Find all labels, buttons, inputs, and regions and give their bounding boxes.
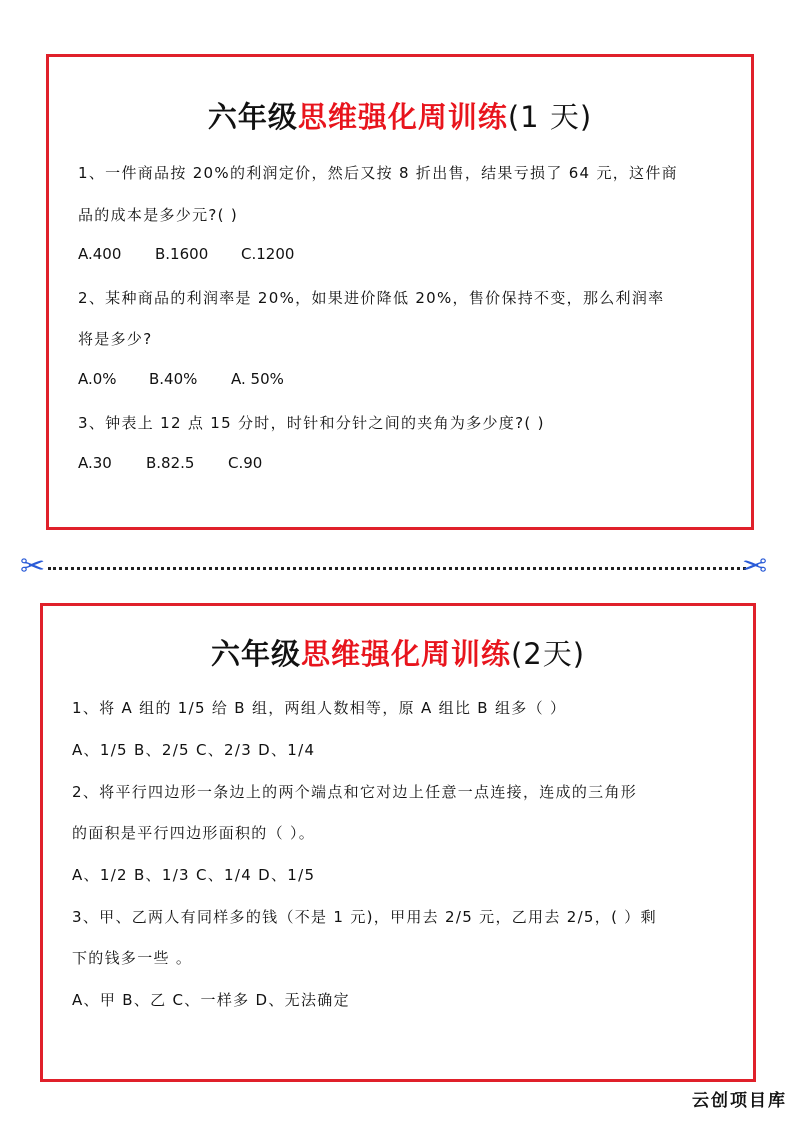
day1-q2-option-b: B.40% [149, 370, 198, 388]
day2-q3-options: A、甲 B、乙 C、一样多 D、无法确定 [72, 991, 350, 1009]
day2-q3-line1: 3、甲、乙两人有同样多的钱（不是 1 元)，甲用去 2/5 元，乙用去 2/5，( ）剩 [72, 908, 657, 926]
cut-line-divider [48, 567, 746, 570]
day1-q3-option-b: B.82.5 [146, 454, 195, 472]
day1-q1-options [78, 245, 294, 263]
day2-title-highlight: 思维强化周训练 [300, 637, 511, 671]
day2-q2-options: A、1/2 B、1/3 C、1/4 D、1/5 [72, 866, 316, 884]
day1-q1-option-b: B.1600 [155, 245, 209, 263]
day1-q1-line2: 品的成本是多少元?( ) [78, 206, 239, 224]
footer-watermark: 云创项目库 [692, 1091, 787, 1111]
day2-exercise-box [40, 603, 756, 1082]
day1-q3-line1: 3、钟表上 12 点 15 分时，时针和分针之间的夹角为多少度?( ) [78, 414, 545, 432]
day1-title-highlight: 思维强化周训练 [297, 100, 508, 134]
day1-q2-options [78, 370, 284, 388]
day2-q3-line2: 下的钱多一些 。 [72, 949, 193, 967]
day1-q3-option-c: C.90 [228, 454, 263, 472]
day2-q1-line1: 1、将 A 组的 1/5 给 B 组，两组人数相等，原 A 组比 B 组多（ ） [72, 699, 567, 717]
day2-q2-line1: 2、将平行四边形一条边上的两个端点和它对边上任意一点连接，连成的三角形 [72, 783, 638, 801]
day2-q2-line2: 的面积是平行四边形面积的（ ）。 [72, 824, 316, 842]
day2-q1-options: A、1/5 B、2/5 C、2/3 D、1/4 [72, 741, 316, 759]
day1-q2-option-c: A. 50% [231, 370, 284, 388]
scissors-icon: ✂ [20, 549, 46, 584]
day1-q2-line2: 将是多少? [78, 330, 153, 348]
day2-title-suffix: (2天) [510, 637, 586, 671]
day1-q3-option-a: A.30 [78, 454, 112, 472]
day1-title [49, 95, 751, 136]
day2-title-prefix: 六年级 [210, 637, 301, 671]
day1-q2-option-a: A.0% [78, 370, 117, 388]
day1-q1-option-c: C.1200 [241, 245, 295, 263]
day1-title-prefix: 六年级 [207, 100, 298, 134]
day1-q1-option-a: A.400 [78, 245, 122, 263]
day1-q2-line1: 2、某种商品的利润率是 20%，如果进价降低 20%，售价保持不变，那么利润率 [78, 289, 665, 307]
day1-q3-options [78, 454, 262, 472]
scissors-icon: ✂ [742, 549, 768, 584]
day1-exercise-box [46, 54, 754, 530]
day2-title [43, 632, 753, 673]
day1-title-suffix: (1 天) [507, 100, 593, 134]
day1-q1-line1: 1、一件商品按 20%的利润定价，然后又按 8 折出售，结果亏损了 64 元，这件商 [78, 164, 678, 182]
